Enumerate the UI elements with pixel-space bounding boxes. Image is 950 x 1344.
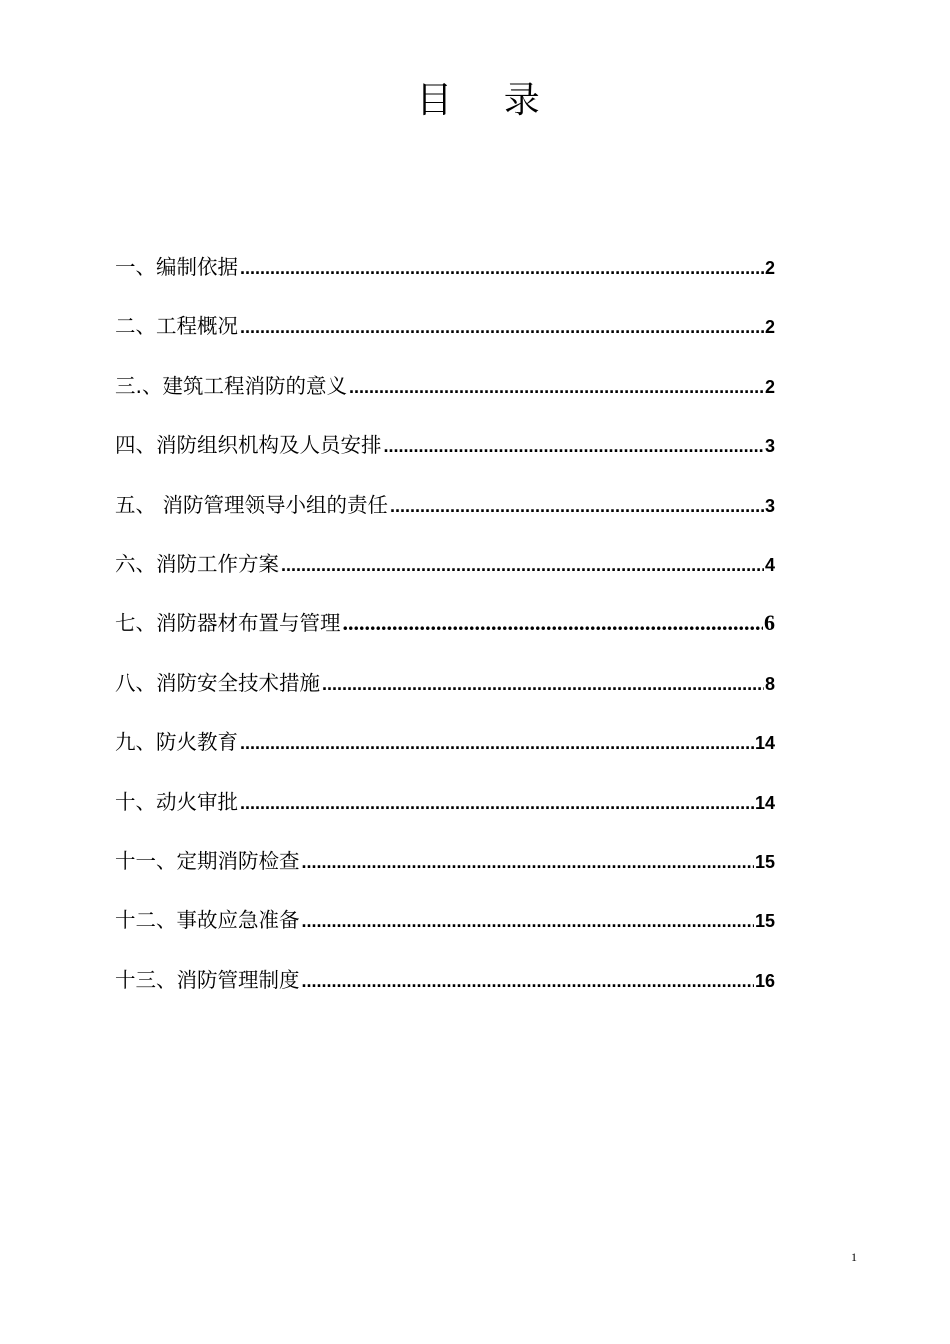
toc-entry-label: 一、编制依据 (115, 255, 238, 279)
toc-entry[interactable] (115, 785, 775, 844)
toc-dot-leader (322, 674, 764, 695)
toc-entry-page: 2 (764, 317, 775, 338)
page-title: 目 录 (416, 80, 560, 121)
toc-entry[interactable] (115, 844, 775, 903)
toc-entry-label: 九、防火教育 (115, 730, 238, 755)
toc-dot-leader (390, 496, 764, 517)
toc-entry-label: 六、消防工作方案 (115, 551, 279, 576)
toc-entry-label: 十三、消防管理制度 (115, 967, 300, 992)
toc-entry-label: 三.、建筑工程消防的意义 (115, 373, 348, 398)
toc-entry-page: 3 (764, 495, 775, 516)
toc-entry-label: 八、消防安全技术措施 (115, 670, 320, 695)
toc-entry-page: 6 (764, 610, 775, 636)
toc-entry-label: 五、 消防管理领导小组的责任 (115, 492, 389, 517)
toc-entry-page: 14 (754, 733, 775, 754)
toc-dot-leader (302, 852, 754, 873)
toc-entry[interactable] (115, 606, 775, 665)
toc-dot-leader (240, 317, 764, 338)
toc-entry[interactable] (115, 488, 775, 547)
toc-dot-leader (281, 555, 764, 576)
page-number: 1 (851, 1250, 857, 1264)
toc-dot-leader (302, 911, 754, 932)
toc-entry[interactable] (115, 666, 775, 725)
toc-entry-label: 二、工程概况 (115, 314, 238, 339)
toc-entry-page: 14 (754, 792, 775, 813)
toc-entry-page: 16 (754, 970, 775, 991)
toc-entry-page: 15 (754, 851, 775, 872)
toc-entry[interactable] (115, 309, 775, 368)
toc-dot-leader (240, 258, 764, 279)
toc-entry[interactable] (115, 963, 775, 1022)
toc-entry[interactable] (115, 903, 775, 962)
toc-entry-label: 十二、事故应急准备 (115, 908, 300, 933)
toc-entry[interactable] (115, 547, 775, 606)
toc-entry[interactable] (115, 250, 775, 309)
toc-entry-page: 2 (764, 258, 775, 278)
toc-dot-leader (240, 733, 754, 754)
toc-entry[interactable] (115, 725, 775, 784)
table-of-contents (115, 250, 775, 1022)
toc-entry-page: 8 (764, 673, 775, 694)
toc-entry-page: 2 (764, 376, 775, 397)
toc-dot-leader (302, 971, 754, 992)
toc-dot-leader (343, 610, 764, 636)
toc-entry-page: 4 (764, 554, 775, 575)
toc-entry-label: 十一、定期消防检查 (115, 848, 300, 873)
toc-entry-label: 四、消防组织机构及人员安排 (115, 433, 382, 458)
toc-dot-leader (384, 436, 764, 457)
toc-entry-page: 3 (764, 436, 775, 457)
toc-entry-label: 七、消防器材布置与管理 (115, 611, 341, 636)
toc-entry[interactable] (115, 428, 775, 487)
toc-entry-label: 十、动火审批 (115, 789, 238, 814)
toc-dot-leader (349, 377, 764, 398)
toc-entry-page: 15 (754, 911, 775, 932)
toc-entry[interactable] (115, 369, 775, 428)
toc-dot-leader (240, 793, 754, 814)
